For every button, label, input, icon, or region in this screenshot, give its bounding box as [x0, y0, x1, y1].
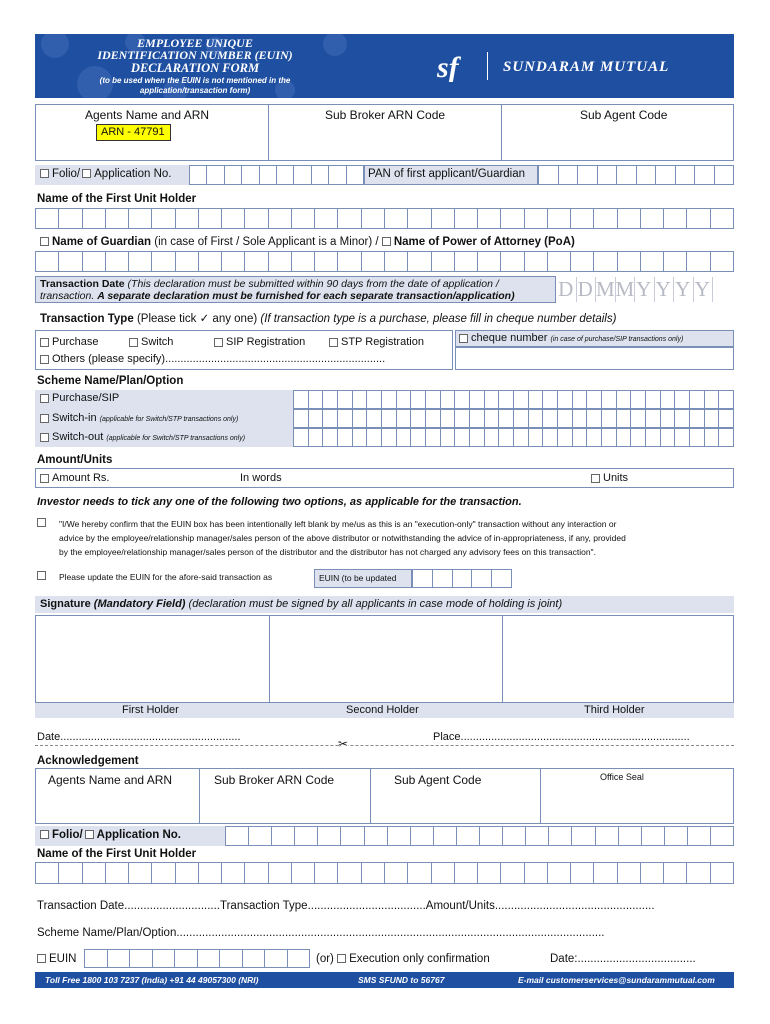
ack-folio-cells[interactable]	[225, 826, 734, 846]
arn-value[interactable]: ARN - 47791	[96, 124, 171, 141]
third-holder-caption: Third Holder	[584, 704, 645, 716]
agents-name-label: Agents Name and ARN	[85, 108, 210, 122]
transaction-date-note: transaction. A separate declaration must be furnished for each separate transaction/application)	[40, 290, 515, 302]
sub-broker-field[interactable]	[268, 134, 464, 160]
ack-euin-checkbox[interactable]	[37, 954, 46, 963]
cheque-number-label: cheque number (in case of purchase/SIP transactions only)	[459, 332, 683, 344]
execution-only-text-1: "I/We hereby confirm that the EUIN box has been intentionally left blank by me/us as this is an "execution-only" transaction without any interaction or	[59, 519, 617, 529]
execution-only-text-3: by the employee/relationship manager/sales person of the distributor and the distributor has not charged any advisory fees on this transaction".	[59, 547, 596, 557]
svg-text:sf: sf	[437, 52, 459, 82]
execution-only-text-2: advice by the employee/relationship manager/sales person of the above distributor or notwithstanding the advice of in-appropriateness, if any, provided	[59, 533, 626, 543]
second-holder-caption: Second Holder	[346, 704, 419, 716]
guardian-cells[interactable]	[35, 251, 734, 272]
sub-broker-label: Sub Broker ARN Code	[325, 108, 446, 122]
guardian-checkbox[interactable]	[40, 237, 49, 246]
ack-title: Acknowledgement	[37, 755, 139, 767]
purchase-checkbox[interactable]	[40, 338, 49, 347]
amount-row	[35, 468, 734, 488]
sms-text: SMS SFUND to 56767	[358, 975, 445, 985]
sub-agent-label: Sub Agent Code	[580, 108, 668, 122]
ack-first-holder-cells[interactable]	[35, 862, 734, 884]
header-note-line2: application/transaction form)	[139, 86, 251, 95]
transaction-date-label: Transaction Date (This declaration must be submitted within 90 days from the date of application /	[40, 278, 499, 290]
scheme-switchin-label: Switch-in (applicable for Switch/STP transactions only)	[40, 412, 238, 424]
ack-application-checkbox[interactable]	[85, 830, 94, 839]
ack-sub-broker-label: Sub Broker ARN Code	[214, 773, 335, 787]
others-option[interactable]: Others (please specify)........................................................................	[40, 353, 385, 365]
second-holder-signature-field[interactable]	[269, 616, 501, 702]
place-field[interactable]: Place...........................................................................	[433, 731, 690, 743]
pan-cells[interactable]	[538, 165, 734, 185]
folio-checkbox[interactable]	[40, 169, 49, 178]
folio-number-cells[interactable]	[189, 165, 364, 185]
euin-update-label: EUIN (to be updated	[314, 569, 412, 588]
scheme-purchase-cells[interactable]	[293, 390, 734, 409]
toll-free-text: Toll Free 1800 103 7237 (India) +91 44 49057300 (NRI)	[45, 975, 259, 985]
ack-folio-label: Folio/ Application No.	[40, 829, 181, 841]
ack-agents-label: Agents Name and ARN	[48, 773, 173, 787]
guardian-label: Name of Guardian (in case of First / Sole Applicant is a Minor) / Name of Power of Attorney (PoA)	[40, 236, 575, 248]
header-title-line3: DECLARATION FORM	[130, 61, 260, 75]
transaction-type-label: Transaction Type (Please tick ✓ any one) (If transaction type is a purchase, please fill in cheque number details)	[40, 313, 617, 325]
pan-label: PAN of first applicant/Guardian	[368, 168, 526, 180]
scheme-purchase-checkbox[interactable]	[40, 394, 49, 403]
scheme-switchout-label: Switch-out (applicable for Switch/STP transactions only)	[40, 431, 245, 443]
first-holder-label: Name of the First Unit Holder	[37, 193, 197, 205]
brand-divider	[487, 52, 488, 80]
switch-checkbox[interactable]	[129, 338, 138, 347]
switch-option[interactable]: Switch	[129, 336, 173, 348]
execution-only-checkbox[interactable]	[37, 518, 46, 527]
amount-rs-label[interactable]: Amount Rs.	[40, 472, 109, 484]
signature-header: Signature (Mandatory Field) (declaration must be signed by all applicants in case mode of holding is joint)	[40, 598, 563, 610]
purchase-option[interactable]: Purchase	[40, 336, 98, 348]
header-title-line2: IDENTIFICATION NUMBER (EUIN)	[97, 48, 293, 62]
transaction-date-cells[interactable]: D D M M Y Y Y Y	[557, 277, 713, 302]
ack-first-holder-label: Name of the First Unit Holder	[37, 848, 197, 860]
in-words-label: In words	[240, 472, 282, 484]
others-checkbox[interactable]	[40, 355, 49, 364]
first-holder-cells[interactable]	[35, 208, 734, 229]
scheme-switchin-checkbox[interactable]	[40, 414, 49, 423]
scheme-switchout-checkbox[interactable]	[40, 433, 49, 442]
first-holder-caption: First Holder	[122, 704, 179, 716]
ack-euin-label[interactable]: EUIN	[37, 953, 76, 965]
cheque-number-field[interactable]	[455, 347, 734, 370]
folio-label: Folio/ Application No.	[40, 168, 171, 180]
cheque-checkbox[interactable]	[459, 334, 468, 343]
third-holder-signature-field[interactable]	[502, 616, 733, 702]
sf-logo-icon	[437, 52, 475, 82]
form-header	[35, 34, 734, 98]
ack-folio-checkbox[interactable]	[40, 830, 49, 839]
scissors-icon: ✂	[338, 737, 349, 751]
cut-line	[35, 745, 734, 746]
scheme-switchin-cells[interactable]	[293, 409, 734, 428]
sip-option[interactable]: SIP Registration	[214, 336, 305, 348]
ack-transaction-line[interactable]: Transaction Date..............................Transaction Type.....................................Amount/Units..................................................	[37, 900, 655, 912]
euin-update-cells[interactable]	[412, 569, 512, 588]
update-euin-text: Please update the EUIN for the afore-said transaction as	[59, 572, 273, 582]
amount-title: Amount/Units	[37, 454, 113, 466]
ack-scheme-line[interactable]: Scheme Name/Plan/Option......................................................................................................................................	[37, 927, 605, 939]
ack-or-label: (or) Execution only confirmation	[316, 953, 490, 965]
units-label[interactable]: Units	[591, 472, 628, 484]
header-title-line1: EMPLOYEE UNIQUE	[137, 36, 253, 50]
first-holder-signature-field[interactable]	[36, 616, 268, 702]
arn-field[interactable]	[36, 134, 232, 160]
sub-agent-field[interactable]	[501, 134, 733, 160]
office-seal-label: Office Seal	[600, 772, 644, 782]
stp-checkbox[interactable]	[329, 338, 338, 347]
footer-bar	[35, 972, 734, 988]
brand-name: SUNDARAM MUTUAL	[503, 59, 670, 75]
scheme-title: Scheme Name/Plan/Option	[37, 375, 184, 387]
investor-options-title: Investor needs to tick any one of the following two options, as applicable for the transaction.	[37, 496, 522, 508]
date-field[interactable]: Date...........................................................	[37, 731, 241, 743]
poa-checkbox[interactable]	[382, 237, 391, 246]
execution-confirmation-checkbox[interactable]	[337, 954, 346, 963]
update-euin-checkbox[interactable]	[37, 571, 46, 580]
units-checkbox[interactable]	[591, 474, 600, 483]
amount-checkbox[interactable]	[40, 474, 49, 483]
stp-option[interactable]: STP Registration	[329, 336, 424, 348]
email-text: E-mail customerservices@sundarammutual.com	[518, 975, 715, 985]
header-note-line1: (to be used when the EUIN is not mentioned in the	[99, 76, 291, 85]
application-checkbox[interactable]	[82, 169, 91, 178]
scheme-switchout-cells[interactable]	[293, 428, 734, 447]
ack-sub-agent-label: Sub Agent Code	[394, 773, 482, 787]
sip-checkbox[interactable]	[214, 338, 223, 347]
ack-euin-cells[interactable]	[84, 949, 310, 968]
ack-date-field[interactable]: Date:.....................................	[550, 953, 696, 965]
scheme-purchase-label: Purchase/SIP	[40, 392, 119, 404]
